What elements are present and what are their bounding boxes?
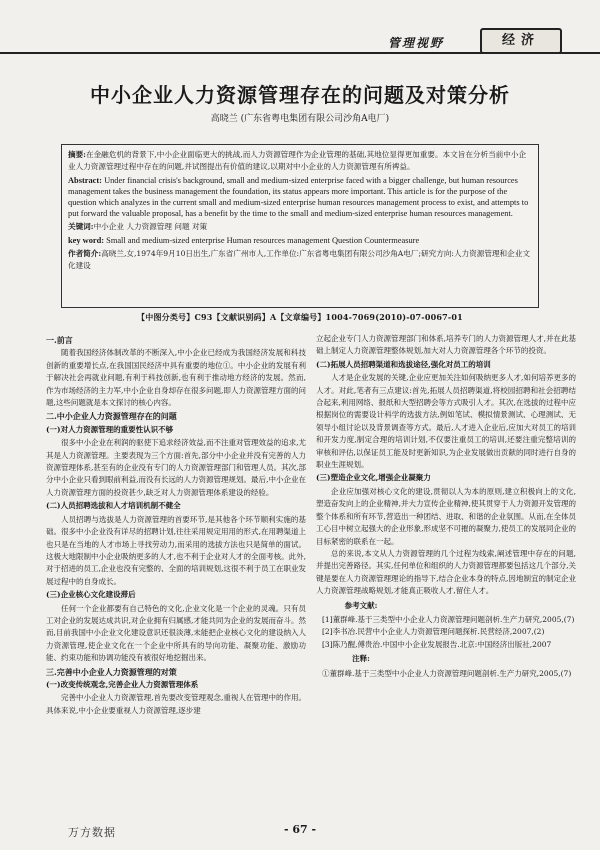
author-bio-label: 作者简介: — [68, 249, 102, 258]
reference-item: [1]董群峰.基于三类型中小企业人力资源管理问题剖析.生产力研究,2005,(7) — [322, 614, 575, 624]
subsection-heading: (三)企业核心文化建设滞后 — [46, 590, 136, 600]
body-paragraph: 完善中小企业人力资源管理,首先要改变管理观念,重视人在管理中的作用。具体来说,中小企业要重视人力资源管理,逐步建 — [46, 693, 306, 715]
keywords-en — [68, 235, 532, 246]
abstract-en-label: Abstract: — [68, 176, 102, 185]
section-label: 管理视野 — [388, 36, 445, 50]
section-heading: 二.中小企业人力资源管理存在的问题 — [46, 411, 177, 422]
reference-item: [2]李书冶.民营中小企业人力资源管理问题探析.民营经济,2007,(2) — [322, 627, 545, 637]
right-column — [316, 333, 576, 680]
keywords-cn — [68, 221, 532, 233]
author-bio-text: 高晓兰,女,1974年9月10日出生,广东省广州市人,工作单位:广东省粤电集团有限公司沙角A电厂;研究方向:人力资源管理和企业文化建设 — [68, 249, 530, 270]
subsection-heading: (一)改变传统观念,完善企业人力资源管理体系 — [46, 679, 199, 689]
body-paragraph: 随着我国经济体制改革的不断深入,中小企业已经成为我国经济发展和科技创新的重要增长点,在我国国民经济中具有重要的地位①。中小企业的发展有利于解决社会再就业问题,有利于科技创新,也有利于推动地方经济的发展。然而,作为市场经济的主力军,中小企业自身却存在很多问题,即人力资源管理方面的问题,这些问题就是本文探讨的核心内容。 — [46, 348, 306, 408]
body-paragraph: 人才是企业发展的关键,企业应更加关注如何吸纳更多人才,如何培养更多的人才。对此,笔者有三点建议:首先,拓展人员招聘渠道,将校园招聘和社会招聘结合起来,利用网络、报纸和大型招聘会等方式吸引人才。其次,在选拔的过程中应根据岗位的需要设计科学的选拔方法,例如笔试、模拟情景测试、心理测试、无领导小组讨论以及背景调查等方式。最后,人才进入企业后,应加大对员工的培训和开发力度,制定合理的培训计划,不仅要注重员工的培训,还要注重完整培训的审核和评估,以保证员工能及时更新知识,为企业发展做出贡献的同时进行自身的职业生涯规划。 — [316, 373, 576, 470]
body-paragraph: 很多中小企业在利润的驱使下追求经济效益,而不注重对管理效益的追求,尤其是人力资源管理。主要表现为三个方面:首先,部分中小企业并没有完善的人力资源管理体系,甚至有的企业没有专门的人力资源管理部门和管理人员。其次,部分中小企业只看到眼前利益,而没有长远的人力资源管理规划。最后,中小企业在人力资源管理方面的投资甚少,缺乏对人力资源管理体系建设的经验。 — [46, 438, 306, 497]
keywords-en-label: key word: — [68, 236, 105, 245]
subsection-heading: (三)塑造企业文化,增强企业凝聚力 — [316, 473, 431, 483]
journal-logo: 经济 — [480, 28, 562, 54]
keywords-cn-label: 关键词: — [68, 222, 94, 231]
header-rule — [0, 52, 600, 54]
classification-line: 【中图分类号】C93【文献识别码】A【文章编号】1004-7069(2010)-07-0067-01 — [137, 312, 463, 322]
subsection-heading: (二)人员招聘选拔和人才培训机制不健全 — [46, 501, 181, 511]
article-title: 中小企业人力资源管理存在的问题及对策分析 — [90, 83, 510, 107]
footer-brand: 万方数据 — [68, 826, 116, 839]
author-line: 高晓兰 (广东省粤电集团有限公司沙角A电厂) — [210, 114, 390, 124]
references-heading: 注释: — [352, 654, 370, 664]
abstract-cn-label: 摘要: — [68, 150, 86, 159]
references-heading: 参考文献: — [344, 600, 378, 610]
body-paragraph: 人员招聘与选拔是人力资源管理的首要环节,是其他各个环节顺利实施的基础。很多中小企业没有详尽的招聘计划,往往采用规定用用的形式,在用聘渠道上也只是在当地的人才市场上寻找劳动力,而采用的选拔方法也只是简单的面试。这极大地限制中小企业吸纳更多的人才,也不利于企业对人才的全面考核。此外,对于招进的员工,企业也没有完整的、全面的培训规划,这很不利于员工在职业发展过程中的自身成长。 — [46, 514, 306, 586]
section-heading: 三.完善中小企业人力资源管理的对策 — [46, 666, 177, 677]
reference-item: [3]陈乃醒,傅贵治.中国中小企业发展报告.北京:中国经济出版社,2007 — [322, 639, 552, 649]
author-bio — [68, 248, 532, 272]
keywords-en-text: Small and medium-sized enterprise Human resources management Question Countermeasure — [106, 236, 420, 245]
body-paragraph: 企业应加强对核心文化的建设,贯彻以人为本的原则,建立积极向上的文化,塑造奋发向上的企业精神,并大力宣传企业精神,使其贯穿于人力资源开发管理的整个体系和所有环节,营造出一种团结、进取、和谐的企业氛围。从而,在全体员工心目中树立起强大的企业形象,形成坚不可摧的凝聚力,使员工的发展同企业的目标紧密的联系在一起。 — [316, 486, 576, 546]
abstract-en-text: Under financial crisis's background, small and medium-sized enterprise faced with a bigger challenge, but human resources management takes the business management the foundation, its status appears more important. This article is for the purpose of the question which analyzes in the current small and medium-sized enterprise human resources management process to exist, and attempts to put forward the valuable proposal, has a benefit by the time to the small and medium-sized enterprise human resources management. — [68, 176, 529, 218]
page-number: - 67 - — [283, 823, 317, 836]
keywords-cn-text: 中小企业 人力资源管理 问题 对策 — [93, 222, 208, 231]
abstract-cn — [68, 149, 532, 173]
section-heading: 一.前言 — [46, 335, 73, 345]
body-paragraph: 任何一个企业都要有自己特色的文化,企业文化是一个企业的灵魂。只有员工对企业的发展达成共识,对企业拥有归属感,才能共同为企业的发展而奋斗。然而,目前我国中小企业文化建设意识还很淡薄,未能把企业核心文化的建设纳入人力资源管理,使企业文化在一个企业中所具有的导向功能、凝聚功能、激励功能、约束功能和协调功能没有被很好地挖掘出来。 — [46, 603, 306, 663]
abstract-box — [61, 144, 539, 308]
abstract-en — [68, 175, 532, 219]
subsection-heading: (二)拓展人员招聘渠道和选拔途径,强化对员工的培训 — [316, 359, 491, 369]
body-paragraph: 总的来说,本文从人力资源管理的几个过程为线索,阐述管理中存在的问题,并提出完善路径。其实,任何单位和组织的人力资源管理都要包括这几个部分,关键是要在人力资源管理理论的指导下,结合企业本身的特点,因地制宜的制定企业人力资源管理战略规划,才能真正吸收人才,留住人才。 — [316, 548, 576, 596]
left-column — [46, 333, 306, 717]
subsection-heading: (一)对人力资源管理的重要性认识不够 — [46, 424, 174, 434]
body-paragraph: 立起企业专门人力资源管理部门和体系,培养专门的人力资源管理人才,并在此基础上制定人力资源管理整体规划,加大对人力资源管理各个环节的投资。 — [316, 334, 576, 356]
abstract-cn-text: 在金融危机的背景下,中小企业面临更大的挑战,而人力资源管理作为企业管理的基础,其地位显得更加重要。本文旨在分析当前中小企业人力资源管理过程中存在的问题,并试图提出有价值的建议,以期对中小企业的人力资源管理有所裨益。 — [68, 150, 527, 171]
reference-item: ①董群峰.基于三类型中小企业人力资源管理问题剖析.生产力研究,2005,(7) — [322, 668, 572, 678]
